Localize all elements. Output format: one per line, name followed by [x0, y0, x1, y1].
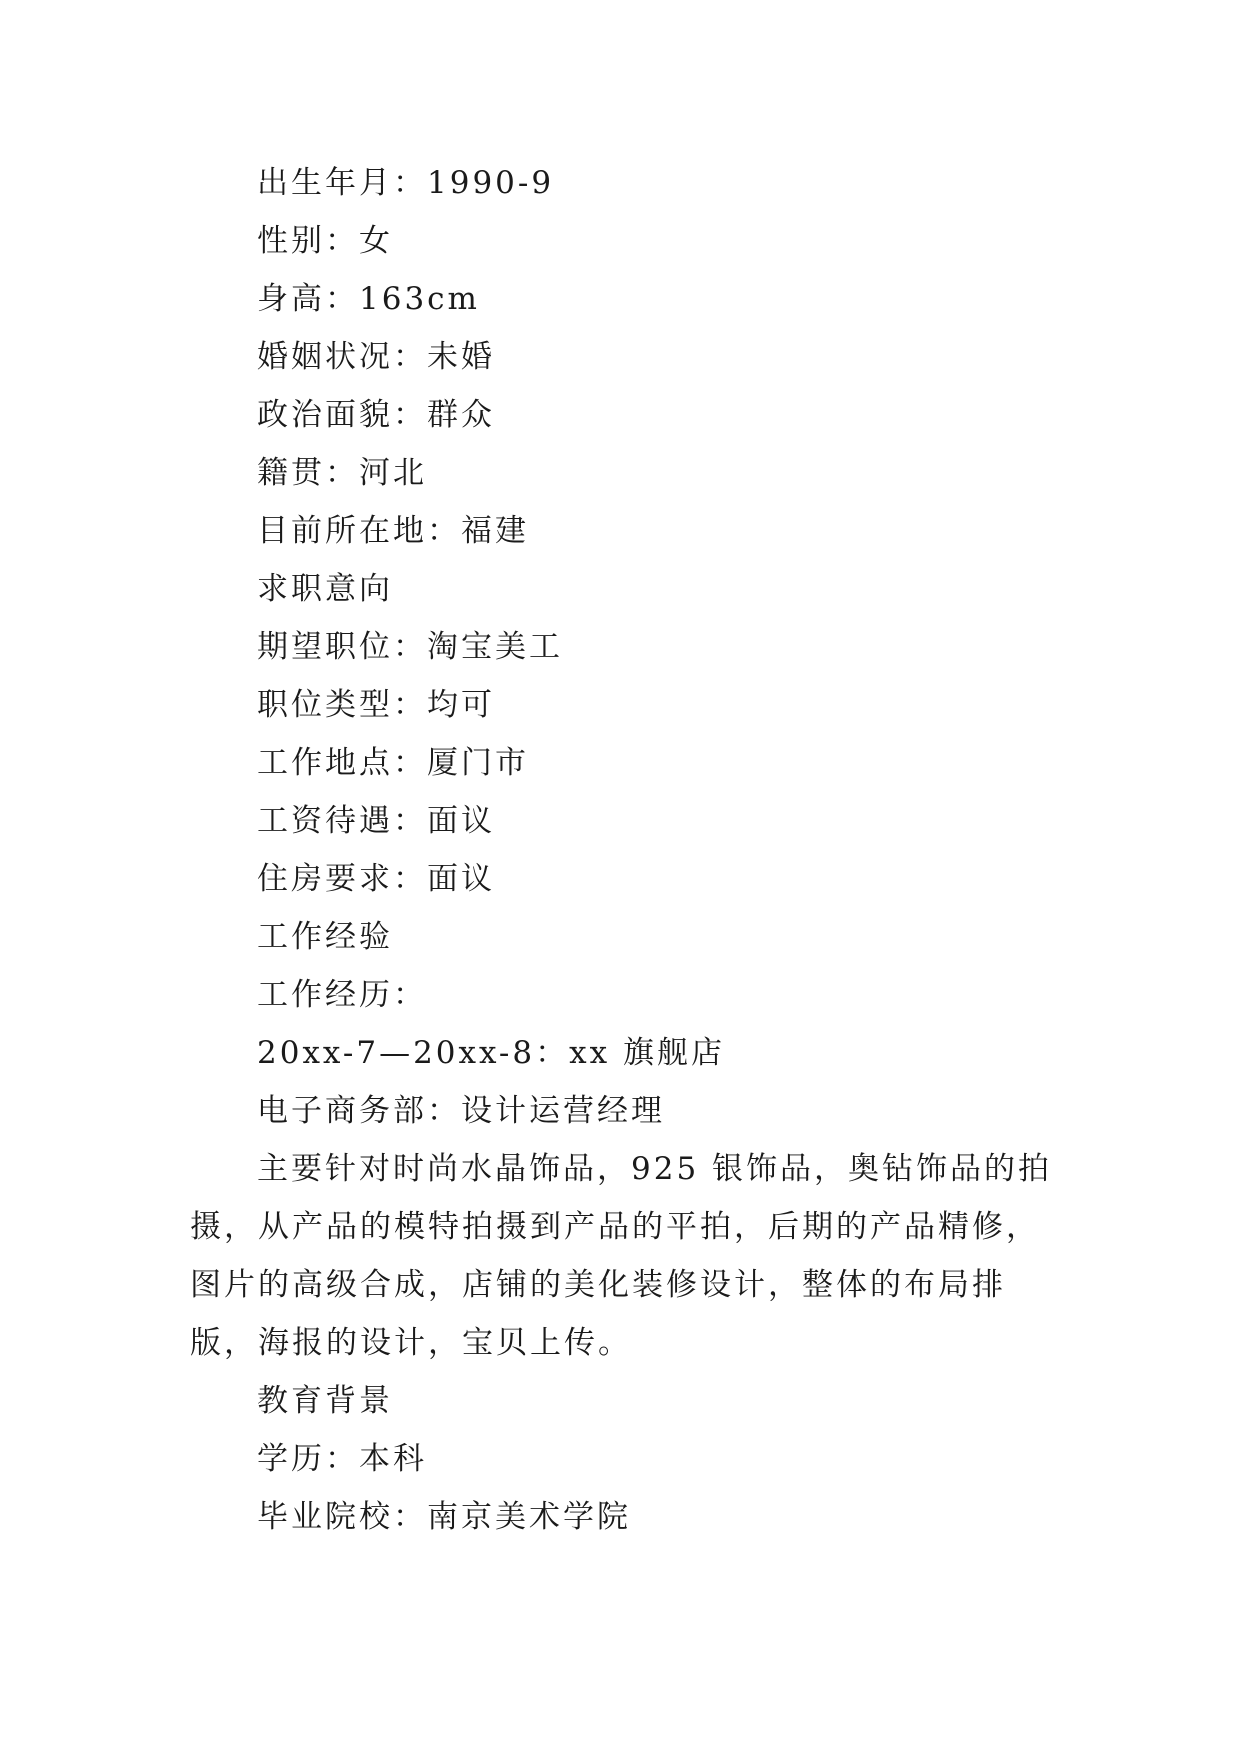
- job-description-paragraph: 主要针对时尚水晶饰品，925 银饰品，奥钻饰品的拍摄，从产品的模特拍摄到产品的平拍，后期的产品精修，图片的高级合成，店铺的美化装修设计，整体的布局排版，海报的设计，宝贝上传。: [190, 1151, 1053, 1361]
- gender-line: 性别：女: [257, 223, 393, 259]
- work-experience-heading: 工作经验: [257, 919, 393, 955]
- work-period-line: 20xx-7—20xx-8：xx 旗舰店: [257, 1035, 725, 1071]
- political-status-line: 政治面貌：群众: [257, 397, 495, 433]
- work-history-label: 工作经历：: [257, 977, 427, 1013]
- housing-line: 住房要求：面议: [257, 861, 495, 897]
- position-type-line: 职位类型：均可: [257, 687, 495, 723]
- work-location-line: 工作地点：厦门市: [257, 745, 529, 781]
- birth-date-line: 出生年月：1990-9: [257, 165, 555, 201]
- department-role-line: 电子商务部：设计运营经理: [257, 1093, 665, 1129]
- marital-status-line: 婚姻状况：未婚: [257, 339, 495, 375]
- document-body: [190, 154, 1070, 1546]
- desired-position-line: 期望职位：淘宝美工: [257, 629, 563, 665]
- height-line: 身高：163cm: [257, 281, 480, 317]
- current-location-line: 目前所在地：福建: [257, 513, 529, 549]
- native-place-line: 籍贯：河北: [257, 455, 427, 491]
- job-intention-heading: 求职意向: [257, 571, 393, 607]
- school-line: 毕业院校：南京美术学院: [257, 1499, 631, 1535]
- salary-line: 工资待遇：面议: [257, 803, 495, 839]
- degree-line: 学历：本科: [257, 1441, 427, 1477]
- education-heading: 教育背景: [257, 1383, 393, 1419]
